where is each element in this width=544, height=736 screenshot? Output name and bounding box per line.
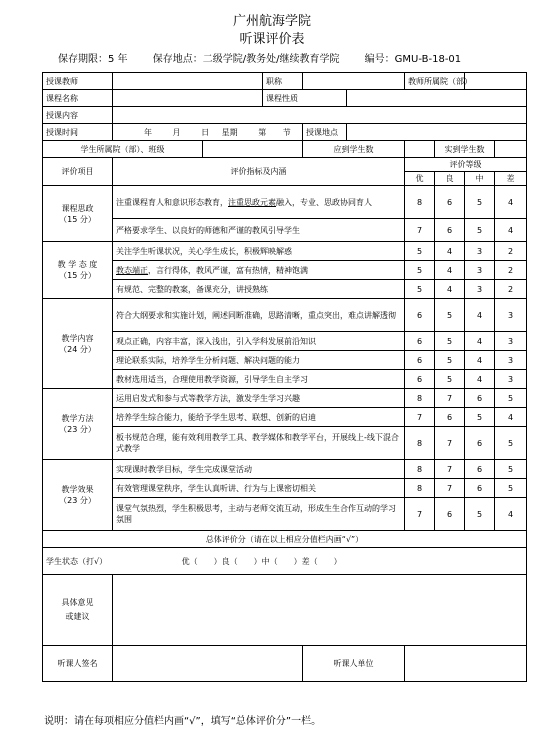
criterion-text (113, 261, 405, 280)
criterion-part: 严格要求学生、以良好的师德和严谨的教风引导学生 (116, 225, 300, 235)
period-label: 节 (282, 127, 291, 137)
score-option[interactable]: 3 (495, 370, 527, 389)
title-field[interactable] (303, 73, 405, 90)
criterion-part: 实现课时教学目标，学生完成课堂活动 (116, 464, 252, 474)
criterion-text (113, 498, 405, 531)
category-name: 教 学 态 度 (57, 260, 98, 269)
score-option[interactable]: 6 (465, 389, 495, 408)
score-option[interactable]: 8 (405, 479, 435, 498)
item-header: 评价项目 (43, 158, 113, 186)
criterion-part: 教态端正 (116, 265, 148, 275)
score-option[interactable]: 6 (465, 427, 495, 460)
content-field[interactable] (113, 107, 527, 124)
score-option[interactable]: 4 (495, 498, 527, 531)
level-good: 良 (435, 172, 465, 186)
score-option[interactable]: 5 (435, 332, 465, 351)
criterion-text (113, 370, 405, 389)
criterion-part: 符合大纲要求和实施计划，阐述同断准确，思路清晰，重点突出，难点讲解透彻 (116, 310, 396, 320)
category-cell (43, 389, 113, 460)
total-score-row: 总体评价分（请在以上相应分值栏内画“√”） (43, 531, 527, 548)
criterion-part: 板书规范合理，能有效利用教学工具、教学媒体和教学平台，开展线上-线下混合式教学 (116, 433, 399, 453)
criterion-part: 有效管理课堂秩序，学生认真听讲、行为与上课密切相关 (116, 483, 316, 493)
place-label: 授课地点 (303, 124, 347, 141)
level-fair: 中 (465, 172, 495, 186)
score-option[interactable]: 4 (465, 351, 495, 370)
criterion-part: 运用启发式和参与式等教学方法，激发学生学习兴趣 (116, 393, 300, 403)
score-option[interactable]: 6 (435, 219, 465, 242)
score-option[interactable]: 7 (435, 479, 465, 498)
criterion-part: 注重课程育人和意识形态教育， (116, 197, 228, 207)
score-option[interactable]: 7 (435, 389, 465, 408)
score-option[interactable]: 6 (405, 351, 435, 370)
criterion-text (113, 332, 405, 351)
unit-label: 听课人单位 (303, 646, 405, 682)
score-option[interactable]: 6 (405, 370, 435, 389)
course-name-label: 课程名称 (43, 90, 113, 107)
score-option[interactable]: 8 (405, 460, 435, 479)
time-label: 授课时间 (43, 124, 113, 141)
criterion-text (113, 242, 405, 261)
score-option[interactable]: 5 (465, 408, 495, 427)
level-excellent: 优 (405, 172, 435, 186)
teacher-dept-label: 教师所属院（部） (405, 73, 465, 90)
category-name: 课程思政 (61, 203, 94, 213)
criterion-part: 课堂气氛热烈，学生积极思考，主动与老师交流互动，形成生生合作互动的学习氛围 (116, 504, 396, 524)
category-score: （23 分） (59, 496, 96, 505)
category-name: 教学内容 (61, 333, 94, 343)
period-no-label: 第 (258, 127, 267, 137)
teacher-label: 授课教师 (43, 73, 113, 90)
title-label: 职称 (263, 73, 303, 90)
score-option[interactable]: 4 (435, 280, 465, 299)
criterion-text (113, 427, 405, 460)
month-label: 月 (172, 127, 181, 137)
criterion-part: 融入，专业、思政协同育人 (276, 197, 372, 207)
unit-field[interactable] (405, 646, 527, 682)
score-option[interactable]: 3 (495, 332, 527, 351)
score-option[interactable]: 5 (465, 186, 495, 219)
score-option[interactable]: 4 (465, 370, 495, 389)
score-option[interactable]: 5 (405, 280, 435, 299)
criterion-part: ，言行得体，教风严谨，富有热情，精神饱满 (148, 265, 308, 275)
form-meta (58, 50, 483, 65)
weekday-label: 星期 (221, 127, 238, 137)
content-label: 授课内容 (43, 107, 113, 124)
form-note: 说明：请在每项相应分值栏内画“√”，填写“总体评价分”一栏。 (44, 716, 322, 727)
score-option[interactable]: 6 (405, 299, 435, 332)
category-name: 教学方法 (61, 414, 94, 423)
category-cell (43, 299, 113, 389)
grade-header: 评价等级 (405, 158, 527, 172)
score-option[interactable]: 6 (435, 498, 465, 531)
student-state-label: 学生状态（打√） (46, 556, 108, 566)
criterion-part: 教材选用适当，合理使用教学资源，引导学生自主学习 (116, 374, 308, 384)
place-field[interactable] (347, 124, 527, 141)
category-cell (43, 460, 113, 531)
score-option[interactable]: 4 (465, 332, 495, 351)
score-option[interactable]: 6 (465, 460, 495, 479)
category-score: （15 分） (59, 214, 96, 224)
category-cell (43, 242, 113, 299)
score-option[interactable]: 4 (465, 299, 495, 332)
score-option[interactable]: 5 (465, 219, 495, 242)
score-option[interactable]: 6 (435, 186, 465, 219)
score-option[interactable]: 7 (405, 219, 435, 242)
criterion-text (113, 460, 405, 479)
due-label: 应到学生数 (303, 141, 405, 158)
evaluation-table (42, 72, 527, 682)
score-option[interactable]: 4 (495, 186, 527, 219)
score-option[interactable]: 5 (435, 370, 465, 389)
criterion-part: 关注学生听课状况，关心学生成长，积极辉映解惑 (116, 246, 292, 256)
score-option[interactable]: 3 (495, 351, 527, 370)
opinion-field[interactable] (113, 575, 527, 646)
course-type-label: 课程性质 (263, 90, 347, 107)
score-option[interactable]: 7 (405, 498, 435, 531)
score-option[interactable]: 7 (405, 408, 435, 427)
criterion-part: 观点正确，内容丰富，深入浅出，引入学科发展前沿知识 (116, 336, 316, 346)
storage-location: 保存地点：二级学院/教务处/继续教育学院 (152, 54, 340, 65)
score-option[interactable]: 8 (405, 389, 435, 408)
score-option[interactable]: 5 (435, 351, 465, 370)
score-option[interactable]: 7 (435, 427, 465, 460)
student-dept-field[interactable] (203, 141, 303, 158)
category-name: 教学效果 (61, 485, 94, 494)
criterion-part: 理论联系实际，培养学生分析问题、解决问题的能力 (116, 355, 300, 365)
year-label: 年 (144, 127, 152, 137)
present-label: 实到学生数 (435, 141, 495, 158)
score-option[interactable]: 5 (495, 389, 527, 408)
score-option[interactable]: 2 (495, 242, 527, 261)
score-option[interactable]: 2 (495, 261, 527, 280)
present-field[interactable] (495, 141, 527, 158)
score-option[interactable]: 8 (405, 186, 435, 219)
signature-field[interactable] (113, 646, 303, 682)
teacher-field[interactable] (113, 73, 263, 90)
criterion-part: 有规范、完整的教案，备课充分，讲授熟练 (116, 284, 268, 294)
school-title: 广州航海学院 (232, 14, 311, 29)
score-option[interactable]: 5 (465, 498, 495, 531)
category-score: （15 分） (59, 271, 96, 280)
score-option[interactable]: 5 (495, 427, 527, 460)
score-option[interactable]: 6 (465, 479, 495, 498)
score-option[interactable]: 3 (465, 261, 495, 280)
criterion-text (113, 408, 405, 427)
time-field[interactable] (113, 124, 303, 141)
score-option[interactable]: 4 (435, 242, 465, 261)
score-option[interactable]: 4 (495, 219, 527, 242)
criterion-text (113, 186, 405, 219)
score-option[interactable]: 4 (495, 408, 527, 427)
due-field[interactable] (405, 141, 435, 158)
criterion-text (113, 299, 405, 332)
score-option[interactable]: 5 (405, 261, 435, 280)
criterion-text (113, 351, 405, 370)
score-option[interactable]: 5 (405, 242, 435, 261)
score-option[interactable]: 8 (405, 427, 435, 460)
score-option[interactable]: 7 (435, 460, 465, 479)
course-type-field[interactable] (347, 90, 527, 107)
score-option[interactable]: 5 (495, 460, 527, 479)
criterion-part: 注重思政元素 (228, 197, 276, 207)
score-option[interactable]: 3 (495, 299, 527, 332)
score-option[interactable]: 6 (435, 408, 465, 427)
category-score: （23 分） (59, 425, 96, 434)
day-label: 日 (201, 127, 210, 137)
student-dept-label: 学生所属院（部）、班级 (43, 141, 203, 158)
criterion-text (113, 389, 405, 408)
score-option[interactable]: 5 (435, 299, 465, 332)
signature-label: 听课人签名 (43, 646, 113, 682)
form-code: 编号：GMU-B-18-01 (364, 54, 462, 65)
criteria-header: 评价指标及内涵 (113, 158, 405, 186)
category-cell (43, 186, 113, 242)
score-option[interactable]: 6 (405, 332, 435, 351)
form-title: 听课评价表 (239, 32, 305, 47)
student-state-row (43, 548, 527, 575)
criterion-text (113, 479, 405, 498)
score-option[interactable]: 3 (465, 242, 495, 261)
student-state-options[interactable]: 优（ ）良（ ）中（ ）差（ ） (181, 556, 342, 566)
criterion-text (113, 219, 405, 242)
level-poor: 差 (495, 172, 527, 186)
course-name-field[interactable] (113, 90, 263, 107)
score-option[interactable]: 5 (495, 479, 527, 498)
category-score: （24 分） (59, 344, 96, 354)
score-option[interactable]: 3 (465, 280, 495, 299)
retention-period: 保存期限：5 年 (58, 54, 128, 65)
score-option[interactable]: 4 (435, 261, 465, 280)
criterion-text (113, 280, 405, 299)
score-option[interactable]: 2 (495, 280, 527, 299)
criterion-part: 培养学生综合能力，能给予学生思考、联想、创新的启迪 (116, 412, 316, 422)
opinion-label: 具体意见 或建议 (43, 575, 113, 646)
teacher-dept-field[interactable] (465, 73, 527, 90)
